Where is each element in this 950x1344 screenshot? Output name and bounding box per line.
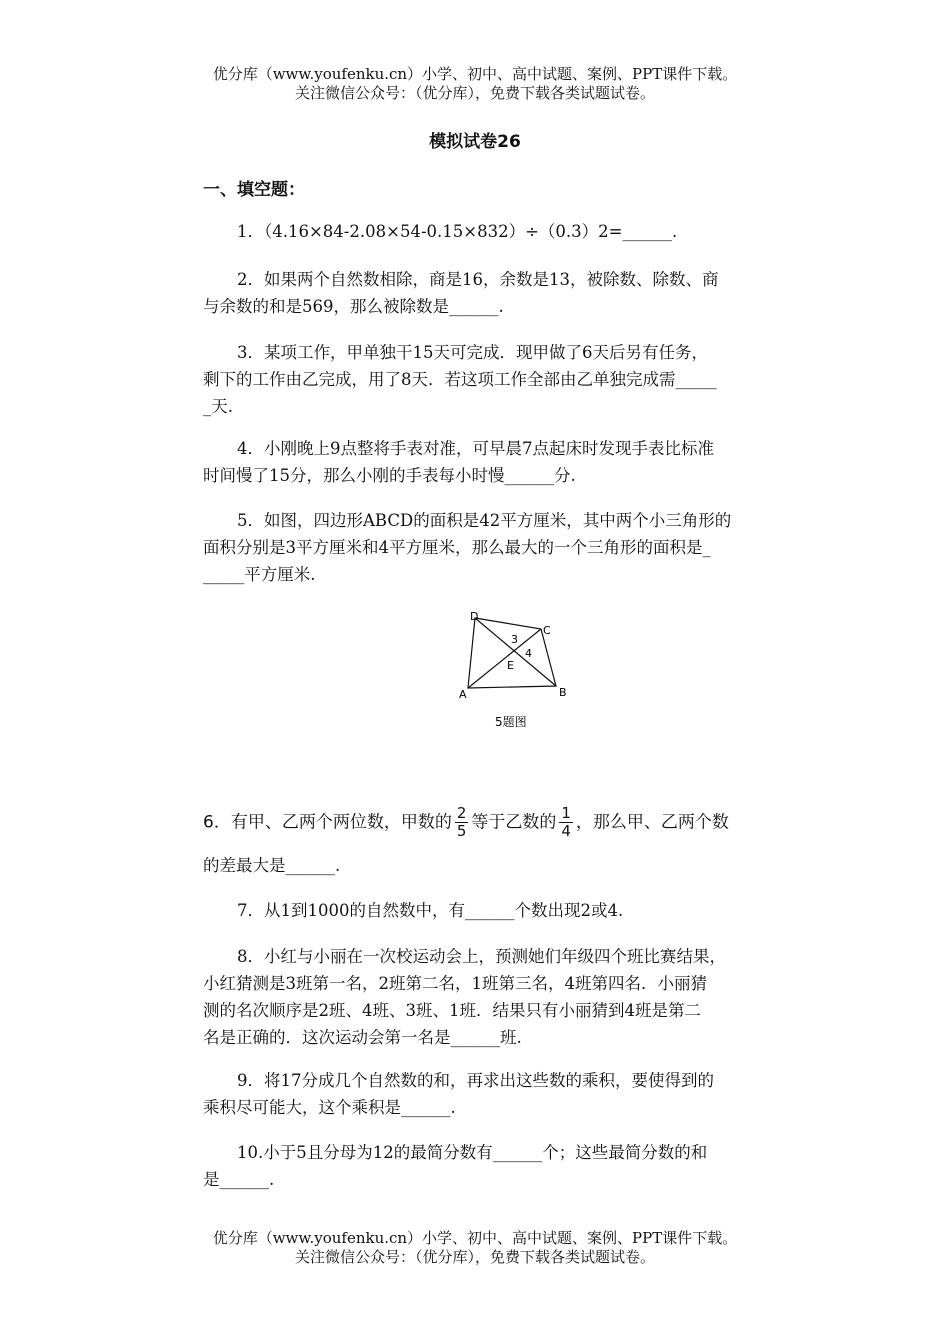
label-a: A: [459, 688, 467, 701]
question-7-text: 7．从1到1000的自然数中，有______个数出现2或4.: [237, 901, 624, 920]
question-8-line-4: 名是正确的．这次运动会第一名是______班.: [203, 1028, 522, 1047]
footer-line-2: 关注微信公众号：（优分库），免费下载各类试题试卷。: [294, 1248, 655, 1266]
question-6-text-b: 等于乙数的: [471, 812, 557, 833]
section-heading: 一、填空题：: [203, 180, 305, 200]
label-e: E: [507, 659, 514, 672]
question-7: [203, 897, 803, 924]
question-6: [203, 805, 823, 876]
question-9: [203, 1067, 803, 1121]
question-10: [203, 1139, 803, 1193]
question-3-line-3: _天.: [203, 397, 233, 416]
page-header: [0, 65, 950, 103]
triangle-area-3: 3: [511, 633, 518, 646]
fraction-1-numerator: 2: [456, 804, 467, 822]
question-2-line-2: 与余数的和是569，那么被除数是______.: [203, 297, 504, 316]
question-10-line-1: 10.小于5且分母为12的最简分数有______个；这些最简分数的和: [237, 1143, 708, 1162]
fraction-1-denominator: 5: [456, 822, 467, 840]
question-2: [203, 266, 803, 320]
question-4-line-1: 4．小刚晚上9点整将手表对准，可早晨7点起床时发现手表比标准: [237, 439, 714, 458]
page-title: 模拟试卷26: [429, 132, 521, 152]
question-4-line-2: 时间慢了15分，那么小刚的手表每小时慢______分.: [203, 466, 576, 485]
header-line-1: 优分库（www.youfenku.cn）小学、初中、高中试题、案例、PPT课件下载。: [212, 65, 738, 83]
question-5-line-1: 5．如图，四边形ABCD的面积是42平方厘米，其中两个小三角形的: [237, 511, 732, 530]
footer-line-1: 优分库（www.youfenku.cn）小学、初中、高中试题、案例、PPT课件下载。: [212, 1229, 738, 1247]
label-b: B: [559, 686, 567, 699]
question-9-line-2: 乘积尽可能大，这个乘积是______.: [203, 1098, 456, 1117]
question-1-text: 1．（4.16×84-2.08×54-0.15×832）÷（0.3）2=______.: [237, 222, 678, 241]
header-line-2: 关注微信公众号：（优分库），免费下载各类试题试卷。: [294, 84, 655, 102]
question-3-line-1: 3．某项工作，甲单独干15天可完成．现甲做了6天后另有任务，: [237, 343, 708, 362]
question-1: [203, 218, 803, 245]
question-4: [203, 435, 803, 489]
label-d: D: [470, 610, 479, 623]
question-6-line-2: 的差最大是______.: [203, 856, 341, 875]
question-10-line-2: 是______.: [203, 1170, 275, 1189]
question-8: [203, 943, 803, 1051]
question-8-line-3: 测的名次顺序是2班、4班、3班、1班．结果只有小丽猜到4班是第二: [203, 1001, 701, 1020]
quadrilateral-figure: [455, 605, 585, 735]
page-footer: [0, 1229, 950, 1267]
fraction-2-numerator: 1: [561, 804, 571, 822]
question-6-line-1: [203, 805, 823, 840]
question-3: [203, 339, 803, 420]
fraction-2-denominator: 4: [561, 822, 571, 840]
question-5-line-2: 面积分别是3平方厘米和4平方厘米，那么最大的一个三角形的面积是_: [203, 538, 711, 557]
question-6-text-a: 6．有甲、乙两个两位数，甲数的: [203, 812, 452, 833]
triangle-area-4: 4: [525, 647, 532, 660]
question-8-line-2: 小红猜测是3班第一名，2班第二名，1班第三名，4班第四名．小丽猜: [203, 974, 707, 993]
question-5-line-3: _____平方厘米.: [203, 565, 316, 584]
question-9-line-1: 9．将17分成几个自然数的和，再求出这些数的乘积，要使得到的: [237, 1071, 714, 1090]
fraction-two-fifths: [455, 805, 469, 840]
question-2-line-1: 2．如果两个自然数相除，商是16，余数是13，被除数、除数、商: [237, 270, 719, 289]
question-5: [203, 507, 803, 588]
figure-caption: 5题图: [495, 715, 527, 729]
fraction-one-quarter: [559, 805, 573, 840]
label-c: C: [543, 624, 551, 637]
question-8-line-1: 8．小红与小丽在一次校运动会上，预测她们年级四个班比赛结果，: [237, 947, 726, 966]
question-6-text-c: ，那么甲、乙两个数: [575, 812, 729, 833]
question-3-line-2: 剩下的工作由乙完成，用了8天．若这项工作全部由乙单独完成需_____: [203, 370, 717, 389]
